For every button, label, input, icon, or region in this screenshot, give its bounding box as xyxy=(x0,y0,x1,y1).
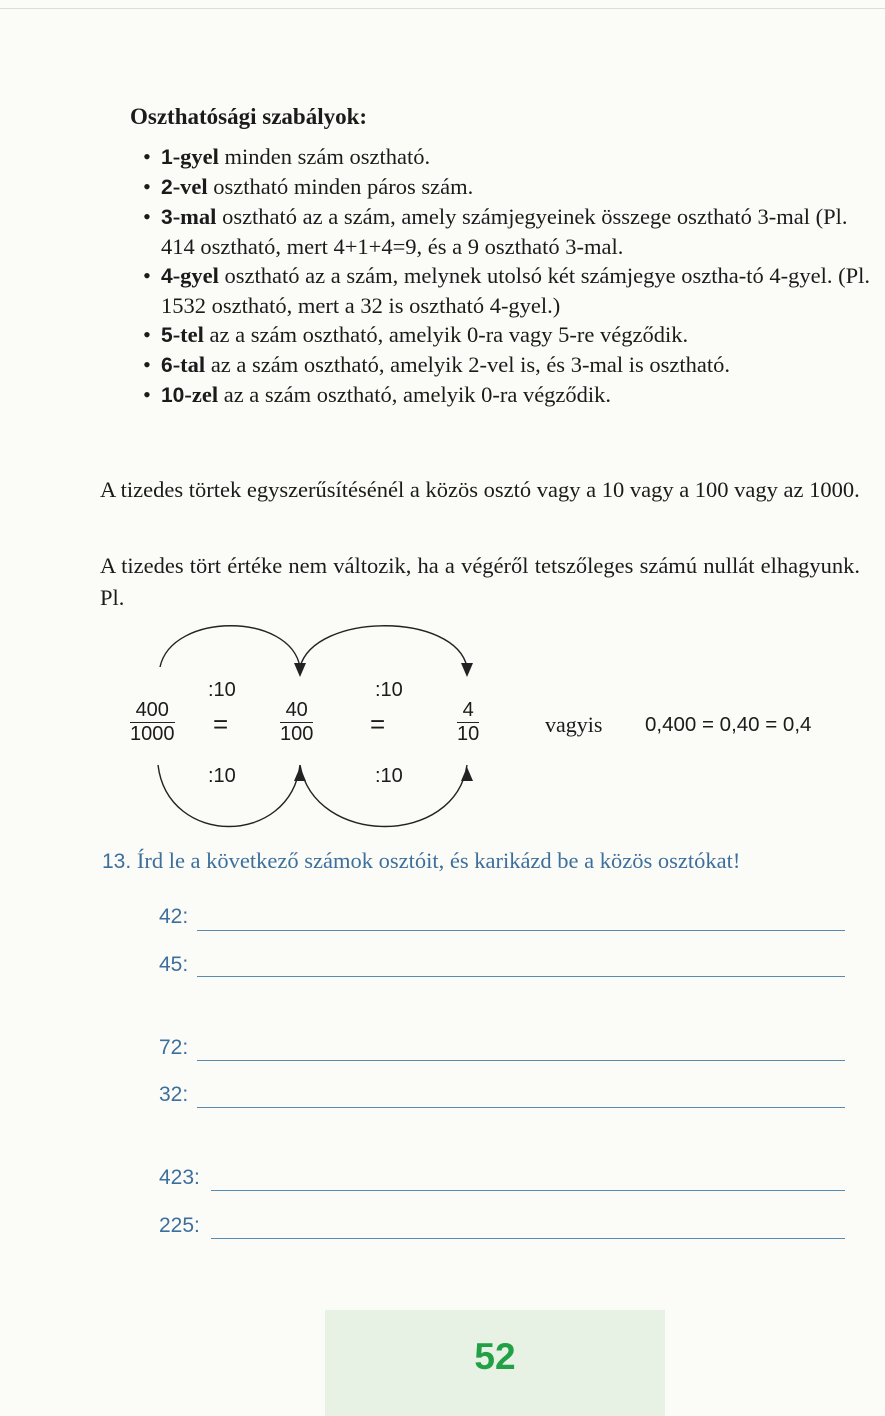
fraction-400-1000: 400 1000 xyxy=(130,699,175,745)
paragraph-trailing-zeros: A tizedes tört értéke nem változik, ha a végéről tetszőleges számú nullát elhagyunk. Pl. xyxy=(100,553,860,610)
divide-label-bottom-1: :10 xyxy=(208,765,236,787)
arc-top-right xyxy=(300,626,467,667)
answer-line[interactable] xyxy=(211,1238,845,1239)
equals-sign-2: = xyxy=(370,709,386,739)
task-13: 13. Írd le a következő számok osztóit, és karikázd be a közös osztókat! xyxy=(102,848,741,873)
fraction-simplification-diagram xyxy=(110,615,870,845)
equals-sign-1: = xyxy=(213,709,229,739)
paragraph-decimal-simplification: A tizedes törtek egyszerűsítésénél a közös osztó vagy a 10 vagy a 100 vagy az 1000. xyxy=(100,477,860,502)
answer-line[interactable] xyxy=(197,1060,845,1061)
answer-label: 423: xyxy=(159,1166,200,1189)
fraction-4-10: 4 10 xyxy=(457,699,480,745)
arrowhead-down-2 xyxy=(461,663,473,677)
answer-line[interactable] xyxy=(197,976,845,977)
fraction-40-100: 40 100 xyxy=(280,699,314,745)
answer-label: 45: xyxy=(159,953,189,976)
rule-item: • 4-gyel osztható az a szám, melynek utolsó két számjegye osztha-tó 4-gyel. (Pl. 1532 osztható, mert a 32 is osztható 4-gyel.) xyxy=(143,263,870,318)
answer-label: 42: xyxy=(159,905,189,928)
divisibility-rules-list xyxy=(143,142,873,410)
page-number: 52 xyxy=(474,1336,516,1377)
answer-line[interactable] xyxy=(197,930,845,931)
section-heading: Oszthatósági szabályok: xyxy=(130,104,368,129)
decimal-equation: 0,400 = 0,40 = 0,4 xyxy=(645,713,812,736)
rule-item: • 6-tal az a szám osztható, amelyik 2-vel is, és 3-mal is osztható. xyxy=(143,352,731,377)
answer-line[interactable] xyxy=(211,1190,845,1191)
arc-top-left xyxy=(160,626,300,667)
rule-item: • 1-gyel minden szám osztható. xyxy=(143,144,431,169)
top-rule xyxy=(0,8,885,9)
arrowhead-up-1 xyxy=(294,767,306,781)
answer-label: 32: xyxy=(159,1083,189,1106)
divide-label-bottom-2: :10 xyxy=(375,765,403,787)
answer-label: 72: xyxy=(159,1036,189,1059)
vagyis-label: vagyis xyxy=(545,712,603,737)
divide-label-top-1: :10 xyxy=(208,679,236,701)
divide-label-top-2: :10 xyxy=(375,679,403,701)
rule-item: • 5-tel az a szám osztható, amelyik 0-ra vagy 5-re végződik. xyxy=(143,322,689,347)
rule-item: • 3-mal osztható az a szám, amely számjegyeinek összege osztható 3-mal (Pl. 414 osztható, mert 4+1+4=9, és a 9 osztható 3-mal. xyxy=(143,204,848,259)
answer-label: 225: xyxy=(159,1214,200,1237)
arrowhead-down-1 xyxy=(294,663,306,677)
answer-line[interactable] xyxy=(197,1107,845,1108)
arrowhead-up-2 xyxy=(461,767,473,781)
rule-item: • 2-vel osztható minden páros szám. xyxy=(143,174,474,199)
rule-item: • 10-zel az a szám osztható, amelyik 0-ra végződik. xyxy=(143,382,612,407)
